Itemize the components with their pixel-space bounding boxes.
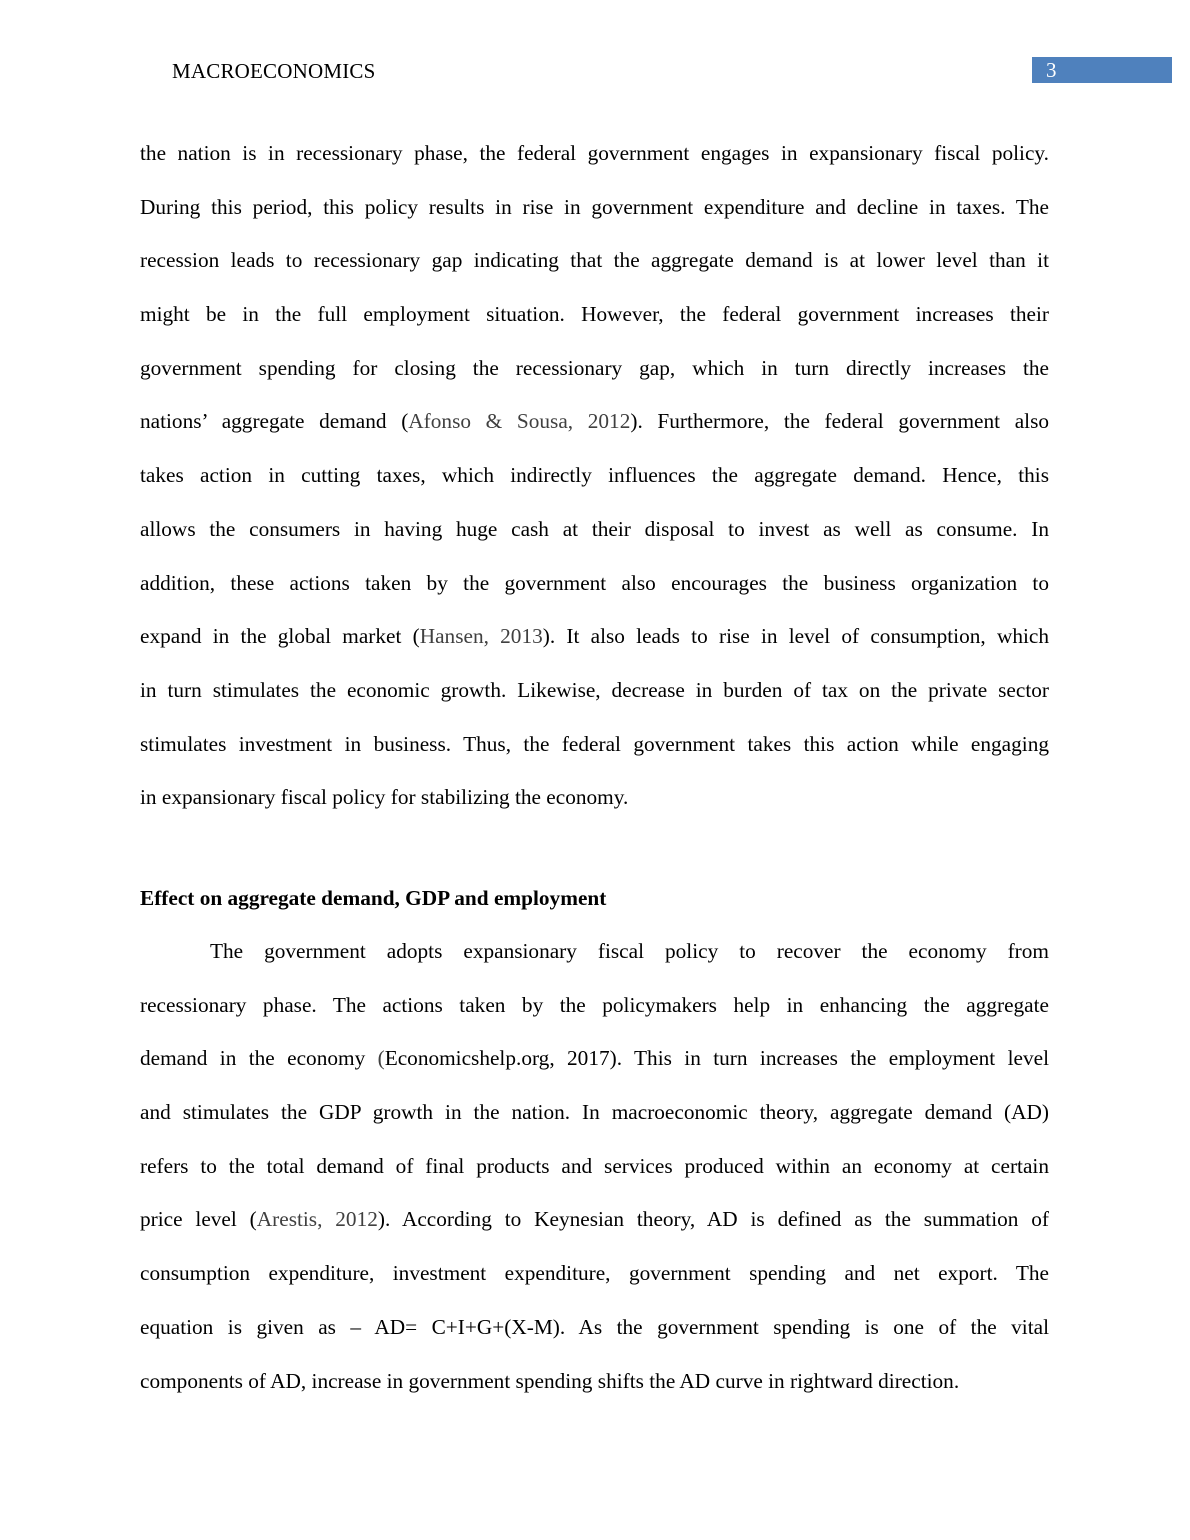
paragraph-line: the nation is in recessionary phase, the federal government engages in expansionary fiscal policy. (140, 141, 1049, 165)
paragraph-line: components of AD, increase in government spending shifts the AD curve in rightward direction. (140, 1368, 960, 1393)
paragraph-line (140, 610, 1049, 664)
paragraph-line: During this period, this policy results in rise in government expenditure and decline in taxes. The (140, 194, 1049, 219)
page-number: 3 (1046, 58, 1057, 82)
line-text: ). It also leads to rise in level of consumption, which (542, 624, 1049, 649)
paragraph-line (140, 1193, 1049, 1247)
paragraph-line: might be in the full employment situation. However, the federal government increases their (140, 302, 1049, 327)
paragraph-aggregate-demand (140, 925, 1049, 1408)
citation: Hansen, 2013 (419, 624, 543, 649)
running-head-title: MACROECONOMICS (172, 59, 376, 83)
citation: Afonso & Sousa, 2012 (408, 409, 631, 434)
paragraph-line: recessionary phase. The actions taken by the policymakers help in enhancing the aggregate (140, 992, 1049, 1017)
line-text: price level ( (140, 1207, 257, 1232)
citation: Arestis, 2012 (256, 1207, 378, 1232)
paragraph-line (140, 1032, 1049, 1086)
paragraph-line: recession leads to recessionary gap indicating that the aggregate demand is at lower level than it (140, 248, 1049, 273)
paragraph-line: addition, these actions taken by the government also encourages the business organization to (140, 570, 1049, 595)
paragraph-line: consumption expenditure, investment expenditure, government spending and net export. The (140, 1261, 1049, 1286)
line-text: ). Furthermore, the federal government also (630, 409, 1050, 434)
paragraph-line: and stimulates the GDP growth in the nation. In macroeconomic theory, aggregate demand (AD) (140, 1100, 1049, 1125)
paragraph-line: refers to the total demand of final products and services produced within an economy at certain (140, 1153, 1049, 1178)
paragraph-line: stimulates investment in business. Thus, the federal government takes this action while engaging (140, 731, 1049, 756)
paragraph-recessionary-policy (140, 127, 1049, 825)
line-text: ). According to Keynesian theory, AD is defined as the summation of (377, 1207, 1050, 1232)
line-text: demand in the economy (140, 1046, 378, 1071)
paragraph-line: takes action in cutting taxes, which indirectly influences the aggregate demand. Hence, this (140, 463, 1049, 488)
paragraph-line: government spending for closing the recessionary gap, which in turn directly increases the (140, 355, 1049, 380)
line-text: expand in the global market ( (140, 624, 420, 649)
paragraph-line: allows the consumers in having huge cash at their disposal to invest as well as consume. In (140, 516, 1049, 541)
paragraph-line: equation is given as – AD= C+I+G+(X-M). As the government spending is one of the vital (140, 1314, 1049, 1339)
paragraph-line: The government adopts expansionary fiscal policy to recover the economy from (210, 939, 1049, 963)
line-text: nations’ aggregate demand ( (140, 409, 409, 434)
line-text: Economicshelp.org, 2017). This in turn increases the employment level (384, 1046, 1049, 1071)
paragraph-line: in turn stimulates the economic growth. Likewise, decrease in burden of tax on the private sector (140, 677, 1049, 702)
paragraph-line (140, 395, 1049, 449)
citation: ( (377, 1046, 385, 1071)
page-number-box (1032, 57, 1172, 83)
paragraph-line: in expansionary fiscal policy for stabilizing the economy. (140, 785, 629, 810)
section-heading: Effect on aggregate demand, GDP and employment (140, 886, 607, 910)
